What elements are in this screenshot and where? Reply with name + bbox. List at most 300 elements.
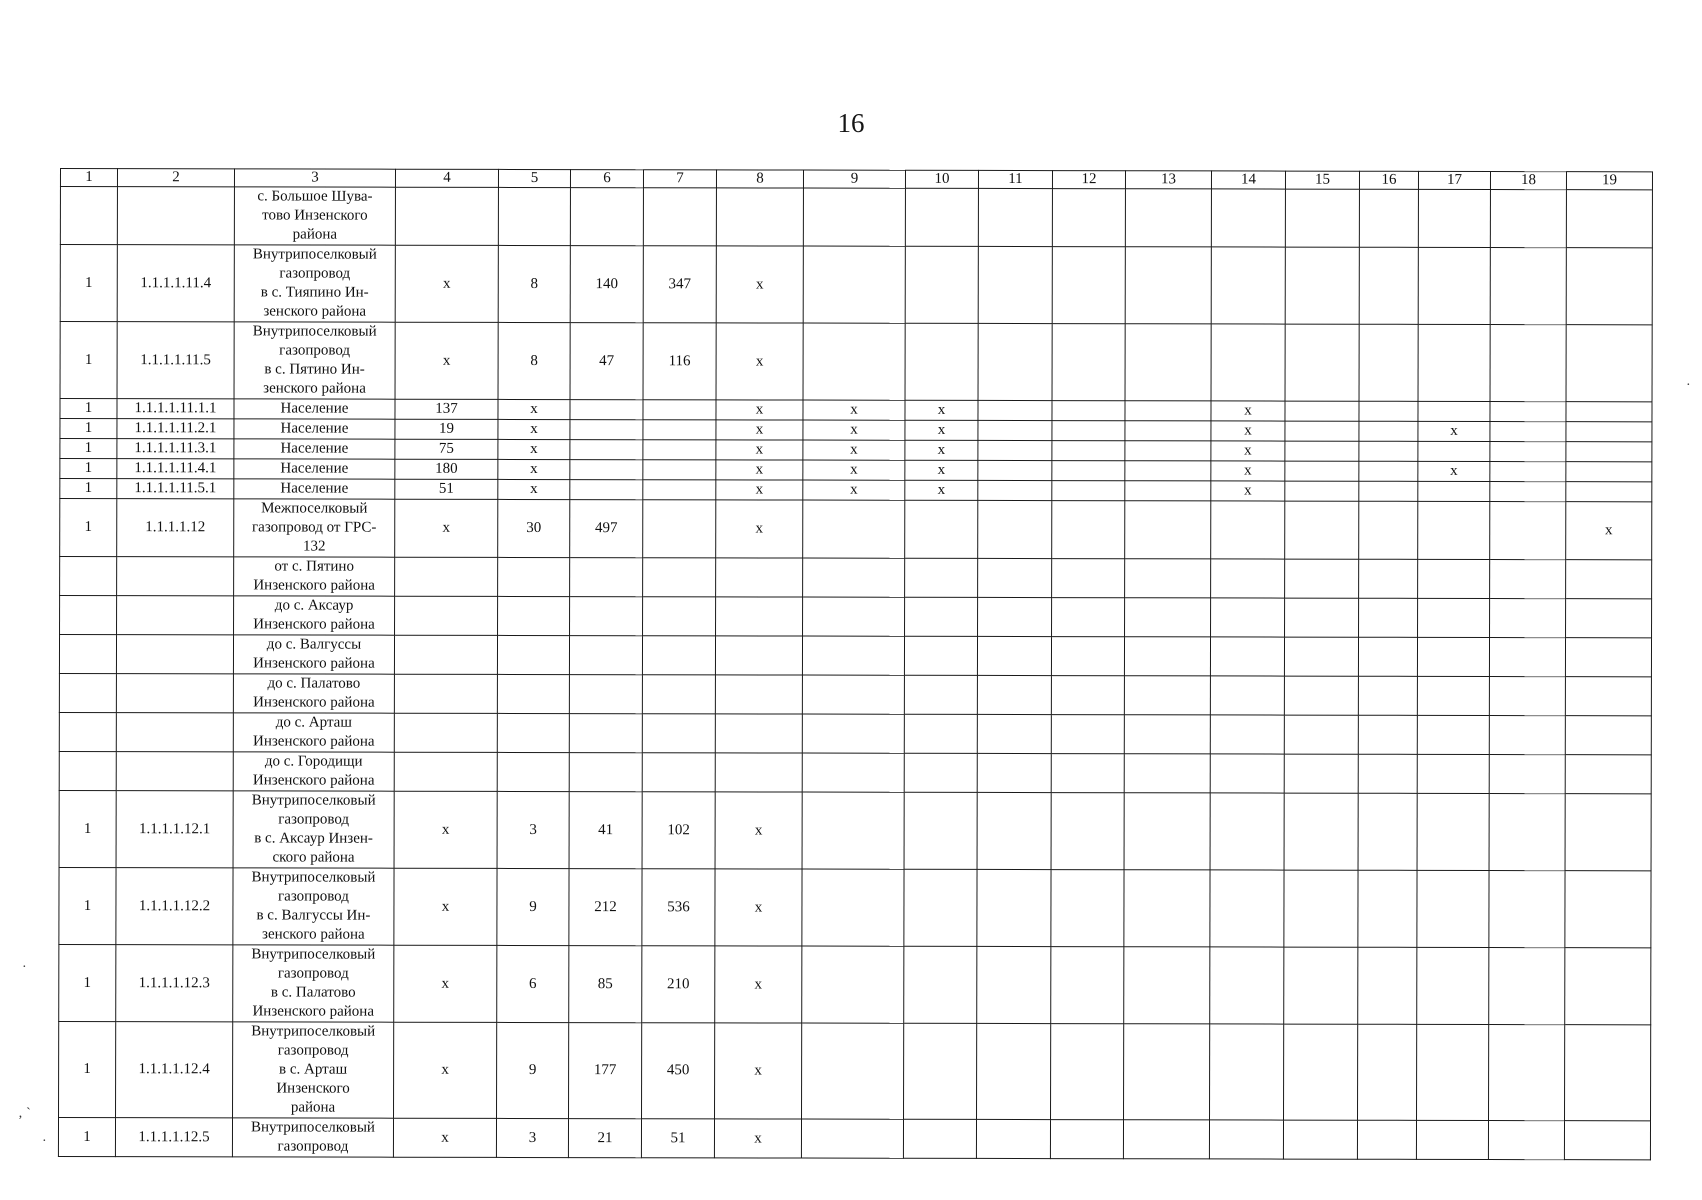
table-body (58, 169, 1652, 1160)
table-cell: 1 (58, 1117, 115, 1156)
table-cell (1490, 247, 1566, 324)
table-cell (1417, 754, 1489, 793)
table-cell (1489, 676, 1565, 715)
table-cell: х (1418, 421, 1490, 441)
table-cell (643, 400, 716, 420)
table-cell: 212 (569, 869, 642, 946)
table-cell: 102 (642, 792, 715, 869)
table-cell (1124, 676, 1210, 715)
table-cell (1490, 559, 1566, 598)
table-cell (1565, 755, 1651, 794)
table-cell (905, 188, 978, 246)
table-cell (642, 714, 715, 753)
table-cell: х (905, 480, 978, 500)
table-cell: х (905, 440, 978, 460)
table-cell (60, 187, 117, 245)
table-cell: х (803, 400, 905, 420)
table-cell: х (714, 1119, 801, 1158)
table-cell: х (715, 792, 802, 869)
table-row (59, 944, 1651, 1024)
table-cell (803, 500, 905, 558)
table-cell (1489, 754, 1565, 793)
table-cell: х (1211, 401, 1285, 421)
table-cell (642, 636, 715, 675)
table-cell (1359, 481, 1418, 501)
table-cell (1488, 1120, 1564, 1159)
table-cell (1358, 676, 1417, 715)
table-cell: 210 (642, 946, 715, 1023)
table-cell (570, 440, 643, 460)
table-cell (570, 188, 643, 246)
table-cell (643, 440, 716, 460)
table-cell: х (394, 791, 497, 868)
table-cell (977, 1023, 1051, 1119)
table-cell (1209, 1120, 1283, 1159)
table-cell (643, 558, 716, 597)
table-cell (1125, 559, 1211, 598)
table-cell (1418, 598, 1490, 637)
table-cell (569, 714, 642, 753)
table-cell (978, 246, 1052, 323)
table-cell (1125, 501, 1211, 559)
table-cell: 1.1.1.1.12 (117, 499, 234, 557)
table-cell (1051, 637, 1124, 676)
table-cell (1285, 481, 1359, 501)
table-cell (977, 946, 1051, 1023)
table-cell (1565, 794, 1651, 871)
table-cell: 137 (395, 399, 498, 419)
table-cell: 9 (497, 1022, 569, 1118)
table-cell: 1.1.1.1.12.1 (116, 791, 233, 868)
table-cell: 85 (569, 946, 642, 1023)
table-cell: 1.1.1.1.12.3 (116, 945, 233, 1022)
column-number: 19 (1566, 172, 1652, 190)
table-cell (643, 420, 716, 440)
table-cell (570, 460, 643, 480)
table-cell (497, 713, 569, 752)
table-cell: х (716, 400, 803, 420)
table-cell (1490, 189, 1566, 247)
table-cell (1210, 1024, 1284, 1120)
table-cell (977, 714, 1051, 753)
table-cell (905, 558, 978, 597)
table-cell: х (1211, 461, 1285, 481)
table-cell (977, 792, 1051, 869)
table-cell: 497 (570, 500, 643, 558)
table-cell (1052, 598, 1125, 637)
table-cell (1359, 559, 1418, 598)
table-cell (978, 480, 1052, 500)
table-cell (1489, 715, 1565, 754)
table-cell: х (905, 400, 978, 420)
table-cell: до с. Валгуссы Инзенского района (233, 635, 394, 674)
table-cell (1285, 598, 1359, 637)
column-number: 9 (803, 170, 905, 188)
table-cell (1418, 401, 1490, 421)
table-cell (1125, 324, 1211, 401)
table-cell (1125, 461, 1211, 481)
table-cell (1565, 716, 1651, 755)
table-cell (978, 420, 1052, 440)
table-cell (1358, 754, 1417, 793)
table-cell (715, 714, 802, 753)
table-cell (1490, 501, 1566, 559)
table-cell: 1.1.1.1.11.5 (117, 322, 234, 399)
table-cell (59, 751, 116, 790)
table-cell (904, 946, 977, 1023)
table-cell: х (716, 500, 803, 558)
column-number: 13 (1125, 171, 1211, 189)
table-cell (802, 1023, 904, 1119)
table-cell (1566, 248, 1652, 325)
table-cell: 1 (59, 944, 116, 1021)
table-cell (802, 675, 904, 714)
table-cell: х (393, 1118, 496, 1157)
table-cell (976, 1119, 1050, 1158)
table-cell (643, 597, 716, 636)
table-cell (498, 557, 570, 596)
table-cell: 3 (496, 1118, 568, 1157)
table-cell (803, 323, 905, 400)
table-cell: 1 (59, 867, 116, 944)
table-cell (1052, 247, 1125, 324)
table-cell (1490, 598, 1566, 637)
table-cell: 1.1.1.1.11.2.1 (117, 419, 234, 439)
table-cell (1284, 676, 1358, 715)
table-cell: 47 (570, 323, 643, 400)
table-cell (1489, 947, 1565, 1024)
table-cell (643, 188, 716, 246)
table-cell: 180 (395, 459, 498, 479)
table-cell (394, 674, 497, 713)
table-cell: х (394, 868, 497, 945)
table-cell: х (803, 440, 905, 460)
table-cell (1359, 189, 1418, 247)
table-cell: х (395, 499, 498, 557)
table-cell: 1 (60, 419, 117, 439)
table-cell (1566, 560, 1652, 599)
table-cell (1489, 637, 1565, 676)
table-cell (1490, 421, 1566, 441)
table-cell (977, 675, 1051, 714)
table-cell (904, 1023, 977, 1119)
table-cell (1418, 559, 1490, 598)
table-cell: х (715, 1023, 802, 1119)
column-number: 11 (978, 170, 1052, 188)
table-cell (60, 557, 117, 596)
table-cell (1210, 676, 1284, 715)
column-number: 8 (716, 170, 803, 188)
table-cell (1359, 401, 1418, 421)
table-cell: Внутрипоселковый газопровод (232, 1118, 393, 1157)
table-cell (1489, 1024, 1565, 1120)
table-cell (570, 400, 643, 420)
table-cell: 1.1.1.1.12.2 (116, 868, 233, 945)
table-cell (1284, 637, 1358, 676)
table-cell: Население (234, 419, 395, 439)
table-cell (1124, 1024, 1210, 1120)
table-row (60, 399, 1652, 422)
table-cell (715, 675, 802, 714)
table-cell (642, 675, 715, 714)
table-cell: 1.1.1.1.11.3.1 (117, 439, 234, 459)
table-cell (1417, 715, 1489, 754)
table-cell (1051, 1024, 1124, 1120)
table-cell: 6 (497, 945, 569, 1022)
table-cell (1359, 598, 1418, 637)
table-cell (1283, 1120, 1357, 1159)
table-cell: 1.1.1.1.12.4 (116, 1022, 233, 1118)
table-cell: 1.1.1.1.11.5.1 (117, 479, 234, 499)
table-cell (904, 869, 977, 946)
table-cell (1489, 870, 1565, 947)
table-cell (1358, 1024, 1417, 1120)
table-cell: х (715, 946, 802, 1023)
table-cell (569, 753, 642, 792)
table-cell (1211, 598, 1285, 637)
table-cell (642, 753, 715, 792)
column-number: 4 (395, 169, 498, 187)
table-cell: 1.1.1.1.11.4 (117, 245, 234, 322)
table-cell: х (395, 322, 498, 399)
table-cell (802, 792, 904, 869)
table-cell: до с. Палатово Инзенского района (233, 674, 394, 713)
table-cell: х (716, 420, 803, 440)
table-cell (1052, 401, 1125, 421)
table-cell: с. Большое Шува- тово Инзенского района (234, 187, 395, 245)
table-cell (643, 460, 716, 480)
table-cell: х (716, 480, 803, 500)
table-cell: х (803, 460, 905, 480)
table-cell (1564, 1121, 1650, 1160)
table-cell (394, 713, 497, 752)
table-cell: х (716, 323, 803, 400)
table-cell (1490, 441, 1566, 461)
column-number: 10 (905, 170, 978, 188)
table-cell: 1 (59, 1021, 116, 1117)
table-cell: 1.1.1.1.11.4.1 (117, 459, 234, 479)
table-cell (1052, 189, 1125, 247)
table-cell: Внутрипоселковый газопровод в с. Пятино Ин- зенского района (234, 322, 395, 399)
table-cell: Внутрипоселковый газопровод в с. Аксаур Инзен- ского района (233, 791, 394, 868)
table-cell (1566, 422, 1652, 442)
table-cell (1418, 441, 1490, 461)
table-cell (1211, 189, 1285, 247)
table-cell (1125, 421, 1211, 441)
table-cell: 140 (570, 246, 643, 323)
table-cell (1357, 1120, 1416, 1159)
table-cell (1490, 324, 1566, 401)
table-cell (905, 323, 978, 400)
table-cell (1489, 793, 1565, 870)
table-cell (1285, 501, 1359, 559)
margin-speck: · (22, 960, 27, 975)
table-cell (1123, 1120, 1209, 1159)
table-cell: х (498, 479, 570, 499)
table-cell (978, 500, 1052, 558)
table-cell (1359, 441, 1418, 461)
table-cell: от с. Пятино Инзенского района (234, 557, 395, 596)
table-cell: х (716, 460, 803, 480)
table-cell (1359, 247, 1418, 324)
table-cell (1124, 870, 1210, 947)
table-cell (1124, 715, 1210, 754)
table-cell: х (1418, 461, 1490, 481)
table-cell (1210, 637, 1284, 676)
table-cell (802, 869, 904, 946)
table-cell (1285, 324, 1359, 401)
table-row (60, 596, 1652, 638)
table-cell (1358, 637, 1417, 676)
table-cell (1284, 1024, 1358, 1120)
table-row (59, 712, 1651, 754)
table-cell (1052, 421, 1125, 441)
table-row (60, 322, 1652, 402)
table-cell (1052, 501, 1125, 559)
table-cell (1051, 715, 1124, 754)
table-cell (904, 753, 977, 792)
table-row (59, 635, 1651, 677)
table-cell: х (716, 246, 803, 323)
column-number: 7 (643, 170, 716, 188)
table-cell (978, 400, 1052, 420)
table-cell (1566, 482, 1652, 502)
table-cell (497, 752, 569, 791)
table-cell: 8 (498, 245, 570, 322)
table-cell (1418, 501, 1490, 559)
table-cell: Внутрипоселковый газопровод в с. Валгуссы Ин- зенского района (233, 868, 394, 945)
table-cell (977, 636, 1051, 675)
table-cell: 1 (59, 790, 116, 867)
table-row (59, 673, 1651, 715)
table-cell (803, 558, 905, 597)
table-cell: х (498, 439, 570, 459)
table-cell (1490, 401, 1566, 421)
table-cell (1285, 401, 1359, 421)
data-table (58, 168, 1653, 1160)
table-cell (1417, 1024, 1489, 1120)
table-cell: 1 (60, 245, 117, 322)
table-cell (1566, 442, 1652, 462)
table-cell (1358, 870, 1417, 947)
table-cell: 3 (497, 791, 569, 868)
table-row (60, 557, 1652, 599)
table-cell (1565, 677, 1651, 716)
table-cell (716, 188, 803, 246)
table-cell (977, 869, 1051, 946)
table-cell (1358, 947, 1417, 1024)
table-cell (1359, 461, 1418, 481)
table-cell (905, 500, 978, 558)
table-cell (803, 246, 905, 323)
table-cell (1210, 947, 1284, 1024)
table-cell (716, 597, 803, 636)
table-cell: Население (234, 459, 395, 479)
table-cell: до с. Городищи Инзенского района (233, 752, 394, 791)
table-cell: х (498, 419, 570, 439)
table-cell (1125, 247, 1211, 324)
table-cell (1358, 715, 1417, 754)
table-cell (1052, 481, 1125, 501)
table-cell: 51 (641, 1119, 714, 1158)
table-cell (1285, 421, 1359, 441)
table-cell: х (803, 420, 905, 440)
table-cell (1490, 481, 1566, 501)
table-cell (1124, 637, 1210, 676)
table-cell (1052, 324, 1125, 401)
table-cell (1565, 871, 1651, 948)
table-cell: Население (234, 479, 395, 499)
column-number: 17 (1418, 171, 1490, 189)
table-cell: 116 (643, 323, 716, 400)
table-cell (1418, 189, 1490, 247)
margin-speck: ‚ ˋ (18, 1106, 31, 1121)
table-cell (903, 1119, 976, 1158)
table-cell (117, 187, 234, 245)
table-cell (801, 1119, 903, 1158)
table-cell: 1.1.1.1.11.1.1 (117, 399, 234, 419)
table-cell (803, 188, 905, 246)
column-number: 5 (498, 169, 570, 187)
table-cell (1285, 189, 1359, 247)
table-cell (1124, 793, 1210, 870)
table-cell: 1 (60, 399, 117, 419)
table-cell (1359, 421, 1418, 441)
table-cell (904, 714, 977, 753)
table-cell: х (498, 399, 570, 419)
table-cell (1417, 793, 1489, 870)
table-cell: х (1211, 421, 1285, 441)
table-cell: до с. Аксаур Инзенского района (234, 596, 395, 635)
table-cell (1211, 559, 1285, 598)
table-cell (1566, 462, 1652, 482)
table-cell (1051, 754, 1124, 793)
table-cell (498, 187, 570, 245)
table-cell (1566, 599, 1652, 638)
table-cell (395, 557, 498, 596)
table-cell: х (905, 420, 978, 440)
table-cell (1210, 754, 1284, 793)
table-cell (116, 752, 233, 791)
table-cell (978, 323, 1052, 400)
table-cell: 1 (60, 322, 117, 399)
table-cell (1124, 947, 1210, 1024)
table-cell (1125, 189, 1211, 247)
table-cell: х (716, 440, 803, 460)
table-cell (1210, 870, 1284, 947)
column-number: 1 (60, 169, 117, 187)
table-cell (60, 596, 117, 635)
table-cell (978, 558, 1052, 597)
table-cell: 9 (497, 868, 569, 945)
table-cell (1210, 715, 1284, 754)
table-cell (905, 246, 978, 323)
table-cell (1359, 501, 1418, 559)
table-cell (1490, 461, 1566, 481)
table-cell (569, 675, 642, 714)
table-cell (1211, 247, 1285, 324)
table-cell (643, 480, 716, 500)
table-cell (59, 635, 116, 674)
table-cell (978, 440, 1052, 460)
table-cell (905, 597, 978, 636)
table-cell (1284, 870, 1358, 947)
table-cell (1051, 793, 1124, 870)
table-cell (1417, 870, 1489, 947)
table-row (59, 751, 1651, 793)
table-cell (1284, 947, 1358, 1024)
table-cell (1565, 1025, 1651, 1121)
